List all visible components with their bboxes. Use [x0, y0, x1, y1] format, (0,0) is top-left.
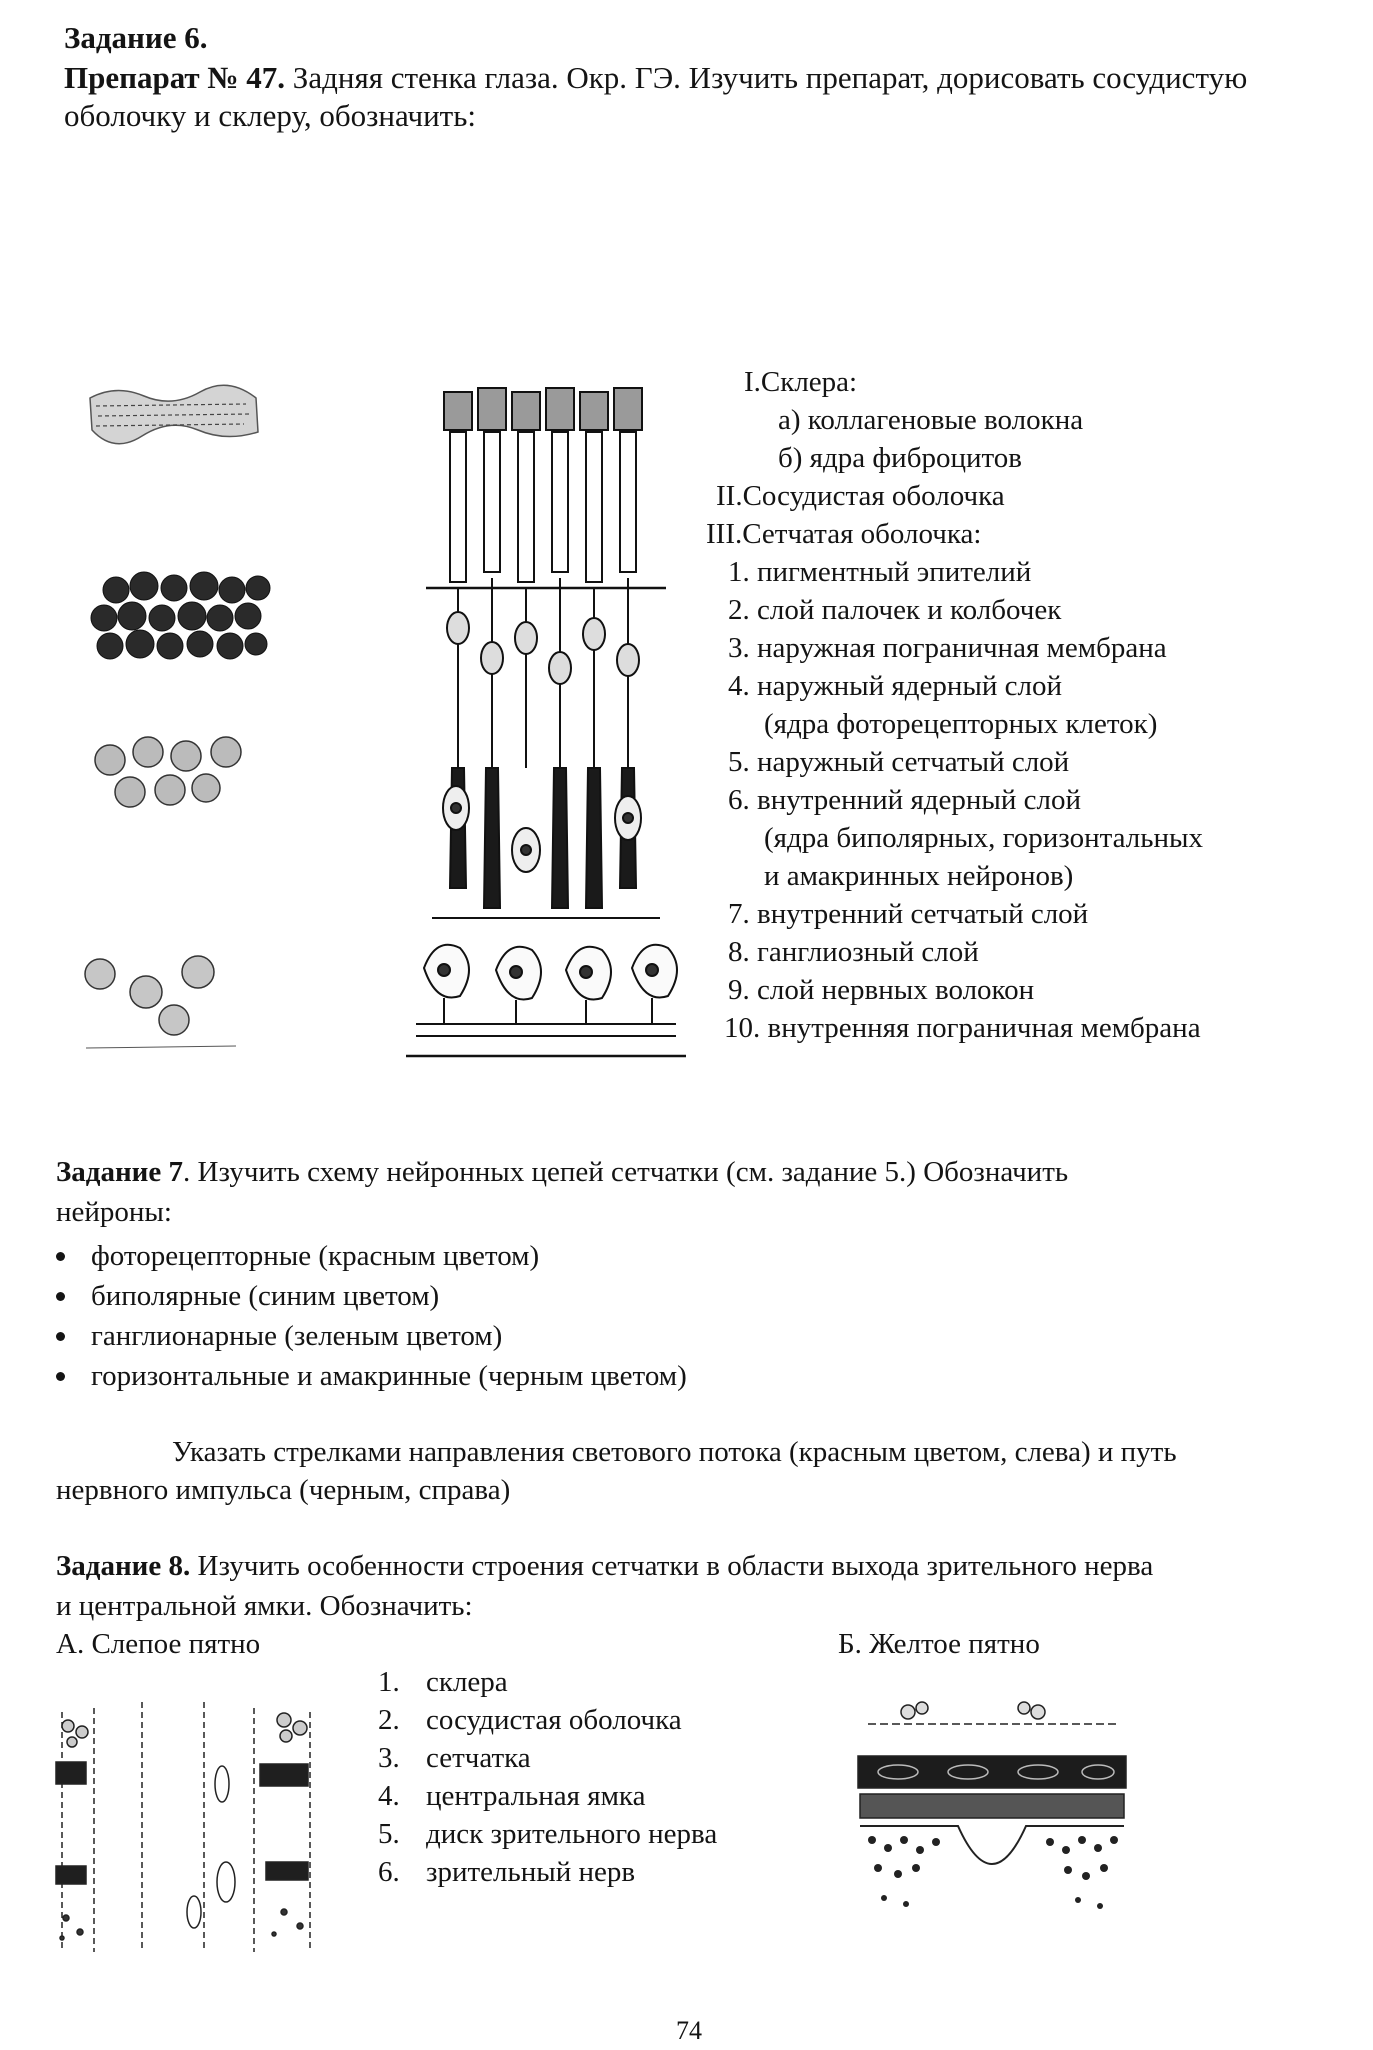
choroid-band-left — [56, 1762, 86, 1784]
pigment-epithelium — [444, 388, 642, 430]
task7-bullet-text: горизонтальные и амакринные (черным цветом) — [91, 1360, 687, 1392]
task8-item-number: 5. — [378, 1818, 400, 1850]
task8-item — [378, 1702, 682, 1740]
task8-title: Задание 8. — [56, 1550, 191, 1582]
choroid-band-left-lower — [56, 1866, 86, 1884]
task8-item-text: сосудистая оболочка — [426, 1704, 682, 1736]
ganglion-dots — [60, 1909, 303, 1940]
legend-retina-4b: (ядра фоторецепторных клеток) — [764, 708, 1158, 740]
task8-title-rest: Изучить особенности строения сетчатки в области выхода зрительного нерва — [190, 1550, 1154, 1582]
task7-title-line — [56, 1154, 1336, 1192]
choroid-band-right — [260, 1764, 308, 1786]
legend-choroid: II.Сосудистая оболочка — [716, 480, 1005, 512]
task8-item-number: 1. — [378, 1666, 400, 1698]
bullet-dot — [56, 1292, 65, 1301]
legend-retina-5: 5. наружный сетчатый слой — [728, 746, 1070, 778]
cells-right — [277, 1713, 307, 1742]
nuclear-dots — [868, 1836, 1118, 1909]
task8-title-line2: и центральной ямки. Обозначить: — [56, 1590, 473, 1622]
cells-left — [62, 1720, 88, 1747]
task7-bullet-text: фоторецепторные (красным цветом) — [91, 1240, 540, 1272]
task8-item-number: 2. — [378, 1704, 400, 1736]
task7-title-rest: . Изучить схему нейронных цепей сетчатки (см. задание 5.) Обозначить — [183, 1156, 1069, 1188]
blind-spot-diagram — [54, 1702, 334, 1962]
task8-item-number: 4. — [378, 1780, 400, 1812]
task6-prep-label: Препарат № 47. — [64, 60, 286, 95]
nerve-fiber-layer — [416, 998, 676, 1036]
task6-prep-text-2: оболочку и склеру, обозначить: — [64, 98, 476, 133]
task8-item-text: центральная ямка — [426, 1780, 646, 1812]
task7-bullet — [56, 1358, 687, 1396]
task7-bullet — [56, 1318, 502, 1356]
label-yellow-spot: Б. Желтое пятно — [838, 1628, 1040, 1660]
pigment-cells-sketch — [91, 572, 270, 659]
retina-layers-diagram — [396, 388, 696, 1078]
legend-retina-9: 9. слой нервных волокон — [728, 974, 1035, 1006]
legend-retina-4: 4. наружный ядерный слой — [728, 670, 1063, 702]
sclera-fibers-sketch — [90, 385, 258, 443]
task8-item-number: 6. — [378, 1856, 400, 1888]
fovea-pit — [860, 1826, 1124, 1864]
task8-item — [378, 1664, 508, 1702]
label-blind-spot: А. Слепое пятно — [56, 1628, 261, 1660]
task8-item-number: 3. — [378, 1742, 400, 1774]
optic-nerve-vessel — [187, 1896, 201, 1928]
task7-bullet-text: ганглионарные (зеленым цветом) — [91, 1320, 503, 1352]
legend-sclera-a: а) коллагеновые волокна — [778, 404, 1084, 436]
legend-retina-6c: и амакринных нейронов) — [764, 860, 1074, 892]
legend-retina-6: 6. внутренний ядерный слой — [728, 784, 1082, 816]
sclera-cells — [901, 1702, 1045, 1719]
task7-bullet — [56, 1238, 539, 1276]
task8-title-line — [56, 1548, 1153, 1586]
inner-nuclear-layer — [443, 786, 641, 872]
outer-nuclear-layer — [447, 578, 639, 768]
task6-prep-line — [64, 58, 1247, 98]
task8-item-text: склера — [426, 1666, 508, 1698]
task8-item-text: диск зрительного нерва — [426, 1818, 718, 1850]
bullet-dot — [56, 1332, 65, 1341]
legend-retina-8: 8. ганглиозный слой — [728, 936, 979, 968]
task8-item — [378, 1816, 717, 1854]
legend-retina-2: 2. слой палочек и колбочек — [728, 594, 1062, 626]
legend-retina-7: 7. внутренний сетчатый слой — [728, 898, 1089, 930]
legend-retina-1: 1. пигментный эпителий — [728, 556, 1032, 588]
legend-retina-3: 3. наружная пограничная мембрана — [728, 632, 1167, 664]
task7-arrows-line2: нервного импульса (черным, справа) — [56, 1474, 511, 1506]
task7-arrows-line1: Указать стрелками направления светового потока (красным цветом, слева) и путь — [172, 1436, 1177, 1468]
choroid-band — [858, 1756, 1126, 1788]
optic-nerve-vessel — [217, 1862, 235, 1902]
task6-prep-text-1: Задняя стенка глаза. Окр. ГЭ. Изучить препарат, дорисовать сосудистую — [285, 60, 1248, 95]
bullet-dot — [56, 1252, 65, 1261]
bleed-through-text — [700, 6, 707, 40]
specimen-sketch-column — [86, 380, 316, 1080]
rods-and-cones — [450, 432, 636, 582]
outer-plexiform-layer — [450, 768, 636, 908]
task7-bullet-text: биполярные (синим цветом) — [91, 1280, 440, 1312]
ganglion-layer — [424, 945, 677, 1000]
legend-sclera-b: б) ядра фиброцитов — [778, 442, 1022, 474]
optic-disc-vessel — [215, 1766, 229, 1802]
task7-title-line2: нейроны: — [56, 1196, 172, 1228]
task7-bullet — [56, 1278, 439, 1316]
task8-item-text: зрительный нерв — [426, 1856, 636, 1888]
page-number: 74 — [676, 2016, 702, 2045]
yellow-spot-diagram — [858, 1702, 1128, 1942]
legend-sclera: I.Склера: — [744, 366, 858, 398]
task8-item — [378, 1778, 645, 1816]
task8-item-text: сетчатка — [426, 1742, 531, 1774]
task8-item — [378, 1854, 635, 1892]
legend-retina: III.Сетчатая оболочка: — [706, 518, 982, 550]
legend-retina-10: 10. внутренняя пограничная мембрана — [724, 1012, 1201, 1044]
task7-title: Задание 7 — [56, 1156, 184, 1188]
sketch-baseline — [86, 1046, 236, 1048]
choroid-band-right-lower — [266, 1862, 308, 1880]
task6-title: Задание 6. — [64, 20, 208, 55]
round-cells-sketch — [85, 956, 214, 1035]
photoreceptor-layer — [860, 1794, 1124, 1818]
task8-item — [378, 1740, 531, 1778]
bullet-dot — [56, 1372, 65, 1381]
legend-retina-6b: (ядра биполярных, горизонтальных — [764, 822, 1203, 854]
speckled-cells-sketch — [95, 737, 241, 807]
